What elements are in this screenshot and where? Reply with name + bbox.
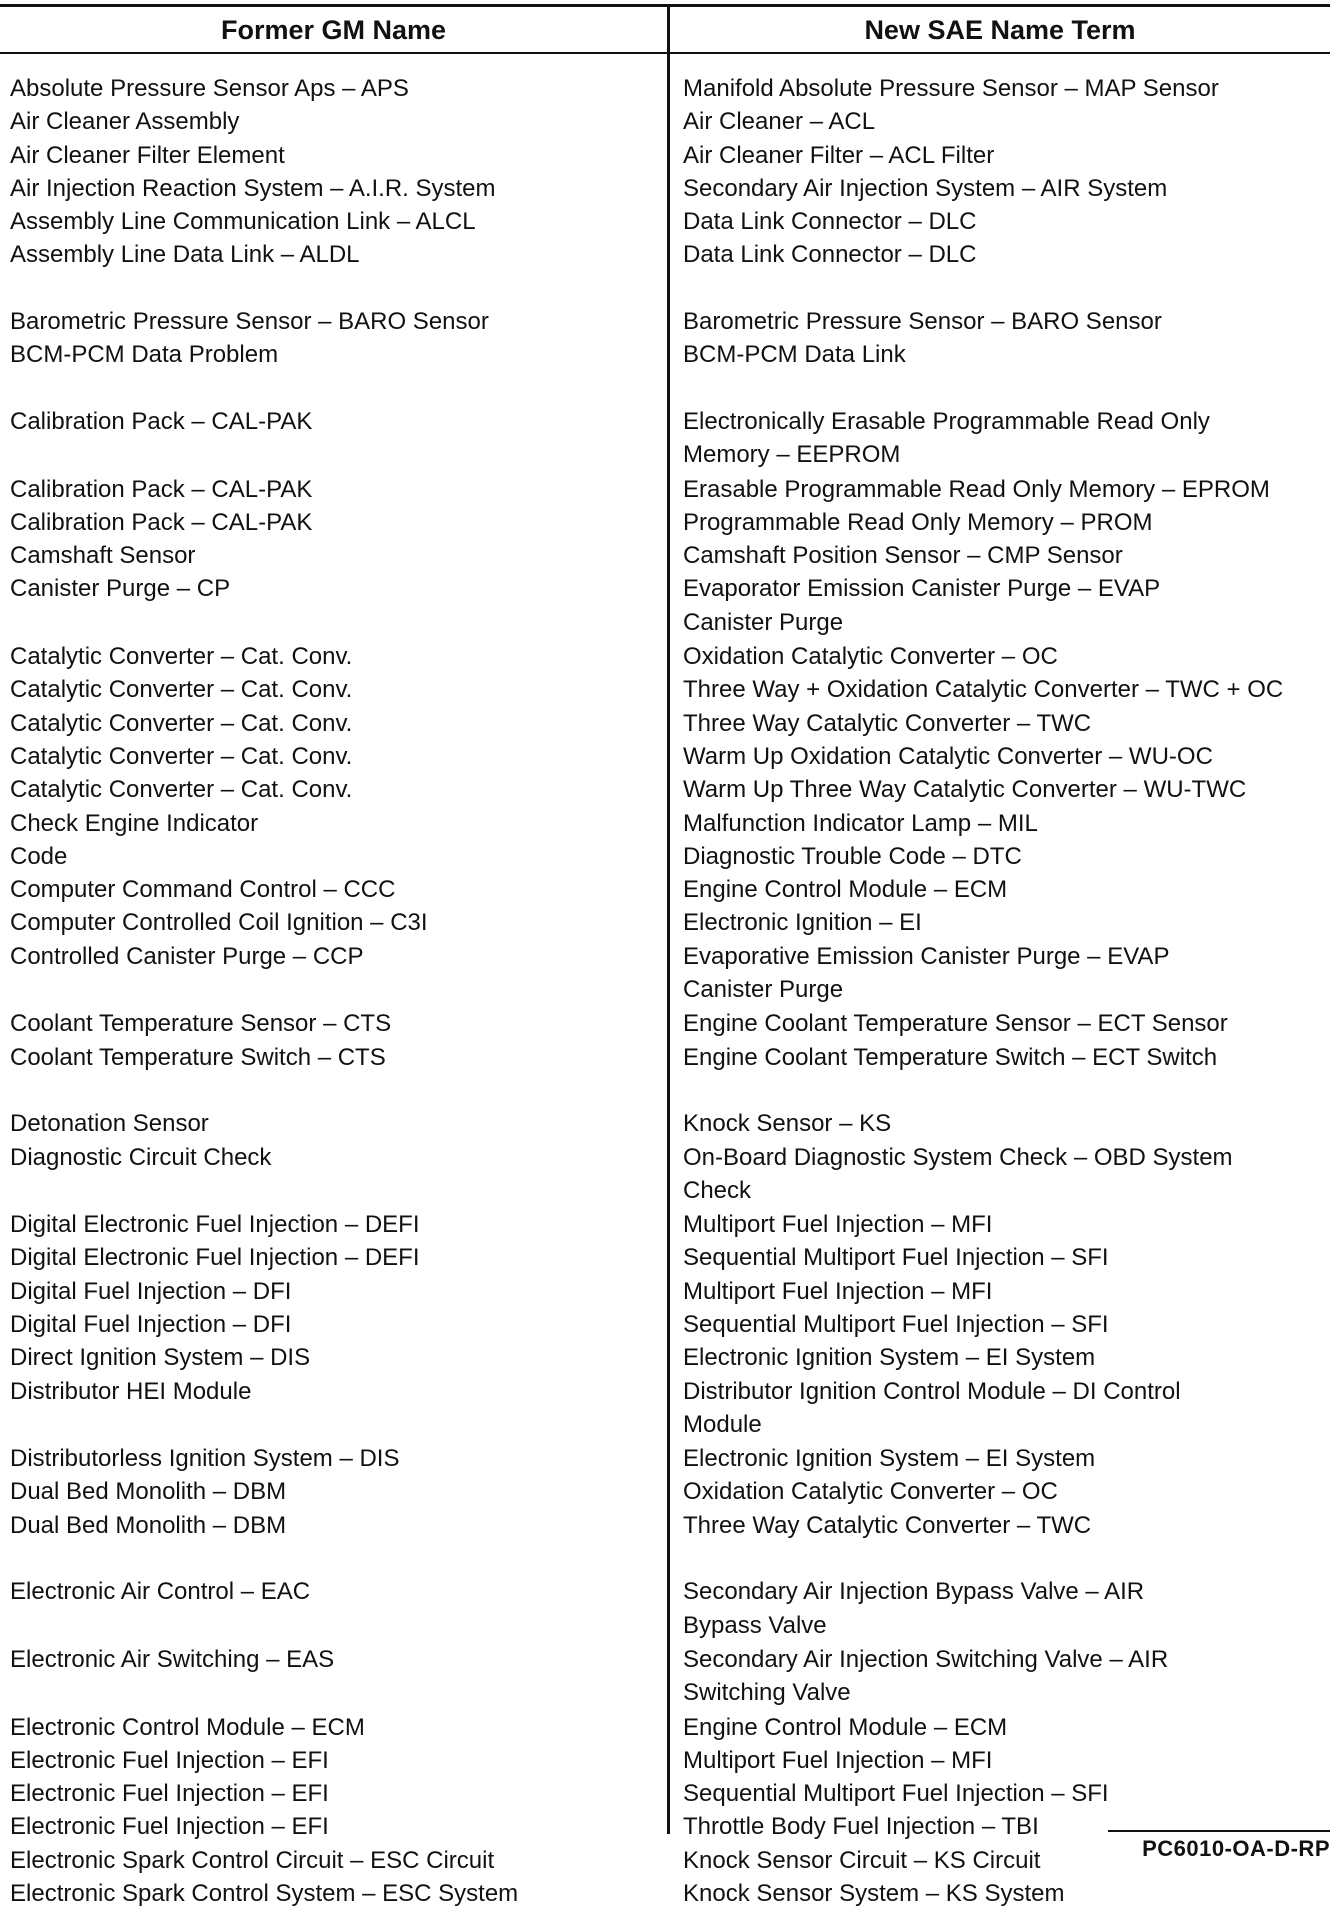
- new-name-cell: [683, 272, 1333, 305]
- former-name-cell: Dual Bed Monolith – DBM: [10, 1478, 287, 1506]
- former-name-cell: Electronic Spark Control System – ESC System: [10, 1880, 519, 1908]
- figure-ref-rule: [1108, 1830, 1330, 1832]
- new-name-cell: Air Cleaner – ACL: [683, 108, 876, 136]
- new-name-cell: Engine Control Module – ECM: [683, 1713, 1008, 1741]
- new-name-header: New SAE Name Term: [864, 15, 1136, 45]
- former-name-cell: Calibration Pack – CAL-PAK: [10, 407, 313, 435]
- new-name-cell: Warm Up Three Way Catalytic Converter – WU-TWC: [683, 776, 1247, 804]
- former-name-cell: Assembly Line Communication Link – ALCL: [10, 208, 476, 236]
- former-name-cell: Distributorless Ignition System – DIS: [10, 1445, 400, 1473]
- new-name-cell: Barometric Pressure Sensor – BARO Sensor: [683, 308, 1162, 336]
- former-name-cell: Digital Fuel Injection – DFI: [10, 1277, 292, 1305]
- new-name-cell: Multiport Fuel Injection – MFI: [683, 1211, 993, 1239]
- new-name-cell: Throttle Body Fuel Injection – TBI: [683, 1813, 1039, 1841]
- former-name-cell: Code: [10, 842, 68, 870]
- new-name-cell: Oxidation Catalytic Converter – OC: [683, 1478, 1058, 1506]
- new-name-cell: Secondary Air Injection Bypass Valve – AIR Bypass Valve: [683, 1578, 1145, 1639]
- former-name-cell: Air Cleaner Assembly: [10, 108, 240, 136]
- new-name-cell: Sequential Multiport Fuel Injection – SFI: [683, 1310, 1109, 1338]
- new-name-cell: Warm Up Oxidation Catalytic Converter – WU-OC: [683, 742, 1213, 770]
- former-name-cell: [10, 272, 660, 305]
- new-name-cell: Malfunction Indicator Lamp – MIL: [683, 809, 1038, 837]
- former-name-cell: Computer Controlled Coil Ignition – C3I: [10, 909, 428, 937]
- new-name-cell: Programmable Read Only Memory – PROM: [683, 508, 1153, 536]
- new-name-cell: Electronic Ignition System – EI System: [683, 1445, 1096, 1473]
- former-name-cell: BCM-PCM Data Problem: [10, 341, 279, 369]
- new-name-cell: Diagnostic Trouble Code – DTC: [683, 842, 1022, 870]
- new-name-cell: Data Link Connector – DLC: [683, 208, 977, 236]
- new-name-cell: Three Way + Oxidation Catalytic Converter – TWC + OC: [683, 676, 1284, 704]
- new-name-column: [683, 72, 1333, 1910]
- new-name-cell: Electronic Ignition System – EI System: [683, 1344, 1096, 1372]
- former-name-cell: Check Engine Indicator: [10, 809, 259, 837]
- former-name-cell: Electronic Fuel Injection – EFI: [10, 1780, 329, 1808]
- former-name-cell: Detonation Sensor: [10, 1110, 209, 1138]
- former-name-cell: Catalytic Converter – Cat. Conv.: [10, 643, 353, 671]
- new-name-cell: Evaporative Emission Canister Purge – EVAP Canister Purge: [683, 942, 1170, 1004]
- new-name-cell: BCM-PCM Data Link: [683, 341, 906, 369]
- new-name-cell: Knock Sensor – KS: [683, 1110, 892, 1138]
- new-name-cell: Erasable Programmable Read Only Memory – EPROM: [683, 475, 1270, 503]
- former-name-cell: Air Injection Reaction System – A.I.R. System: [10, 174, 496, 202]
- new-name-cell: Distributor Ignition Control Module – DI Control Module: [683, 1377, 1181, 1438]
- new-name-cell: [683, 1074, 1333, 1107]
- new-name-cell: Engine Coolant Temperature Sensor – ECT Sensor: [683, 1010, 1228, 1038]
- former-name-cell: [10, 1074, 660, 1107]
- former-name-cell: Coolant Temperature Sensor – CTS: [10, 1010, 392, 1038]
- former-name-cell: Diagnostic Circuit Check: [10, 1143, 272, 1171]
- former-name-cell: Dual Bed Monolith – DBM: [10, 1511, 287, 1539]
- former-name-header: Former GM Name: [220, 15, 447, 45]
- former-name-cell: Catalytic Converter – Cat. Conv.: [10, 742, 353, 770]
- new-name-cell: Data Link Connector – DLC: [683, 241, 977, 269]
- new-name-cell: Air Cleaner Filter – ACL Filter: [683, 141, 995, 169]
- former-name-column: [10, 72, 660, 1910]
- former-name-cell: Calibration Pack – CAL-PAK: [10, 508, 313, 536]
- former-name-cell: Direct Ignition System – DIS: [10, 1344, 311, 1372]
- new-name-cell: Multiport Fuel Injection – MFI: [683, 1277, 993, 1305]
- new-name-cell: Engine Control Module – ECM: [683, 876, 1008, 904]
- new-name-cell: Knock Sensor Circuit – KS Circuit: [683, 1846, 1041, 1874]
- new-name-cell: Engine Coolant Temperature Switch – ECT Switch: [683, 1043, 1218, 1071]
- former-name-cell: Electronic Control Module – ECM: [10, 1713, 365, 1741]
- former-name-cell: Electronic Fuel Injection – EFI: [10, 1746, 329, 1774]
- header-rule: [0, 52, 1330, 54]
- former-name-cell: Coolant Temperature Switch – CTS: [10, 1043, 386, 1071]
- former-name-cell: Camshaft Sensor: [10, 542, 196, 570]
- new-name-cell: Electronic Ignition – EI: [683, 909, 922, 937]
- former-name-cell: Calibration Pack – CAL-PAK: [10, 475, 313, 503]
- former-name-cell: Barometric Pressure Sensor – BARO Sensor: [10, 308, 489, 336]
- new-name-cell: Multiport Fuel Injection – MFI: [683, 1746, 993, 1774]
- new-name-cell: [683, 1542, 1333, 1575]
- new-name-cell: Sequential Multiport Fuel Injection – SFI: [683, 1244, 1109, 1272]
- former-name-cell: Electronic Spark Control Circuit – ESC Circuit: [10, 1846, 495, 1874]
- new-name-cell: Knock Sensor System – KS System: [683, 1880, 1065, 1908]
- former-name-cell: Catalytic Converter – Cat. Conv.: [10, 676, 353, 704]
- former-name-cell: Air Cleaner Filter Element: [10, 141, 285, 169]
- former-name-cell: Digital Electronic Fuel Injection – DEFI: [10, 1244, 420, 1272]
- new-name-cell: Three Way Catalytic Converter – TWC: [683, 709, 1092, 737]
- new-name-cell: Three Way Catalytic Converter – TWC: [683, 1511, 1092, 1539]
- former-name-cell: Electronic Fuel Injection – EFI: [10, 1813, 329, 1841]
- former-name-cell: Catalytic Converter – Cat. Conv.: [10, 776, 353, 804]
- new-name-cell: On-Board Diagnostic System Check – OBD System Check: [683, 1143, 1233, 1204]
- former-name-cell: Assembly Line Data Link – ALDL: [10, 241, 360, 269]
- new-name-cell: Manifold Absolute Pressure Sensor – MAP Sensor: [683, 75, 1219, 102]
- figure-reference: PC6010-OA-D-RP: [1142, 1836, 1330, 1861]
- former-name-cell: [10, 372, 660, 405]
- new-name-cell: Secondary Air Injection System – AIR System: [683, 174, 1168, 202]
- former-name-cell: Digital Fuel Injection – DFI: [10, 1310, 292, 1338]
- former-name-cell: Catalytic Converter – Cat. Conv.: [10, 709, 353, 737]
- former-name-cell: Canister Purge – CP: [10, 575, 231, 603]
- former-name-cell: Electronic Air Control – EAC: [10, 1578, 311, 1606]
- new-name-cell: Camshaft Position Sensor – CMP Sensor: [683, 542, 1123, 570]
- former-name-cell: Controlled Canister Purge – CCP: [10, 942, 364, 970]
- former-name-cell: [10, 1542, 660, 1575]
- former-name-cell: Electronic Air Switching – EAS: [10, 1645, 335, 1673]
- former-name-cell: Distributor HEI Module: [10, 1377, 252, 1405]
- new-name-cell: Sequential Multiport Fuel Injection – SFI: [683, 1780, 1109, 1808]
- column-divider: [667, 4, 670, 1834]
- new-name-cell: Electronically Erasable Programmable Read Only Memory – EEPROM: [683, 407, 1210, 469]
- former-name-cell: Digital Electronic Fuel Injection – DEFI: [10, 1211, 420, 1239]
- table-top-rule: [0, 4, 1330, 7]
- former-name-cell: Computer Command Control – CCC: [10, 876, 396, 904]
- former-name-cell: Absolute Pressure Sensor Aps – APS: [10, 75, 409, 102]
- new-name-cell: Evaporator Emission Canister Purge – EVAP Canister Purge: [683, 575, 1161, 636]
- new-name-cell: Secondary Air Injection Switching Valve – AIR Switching Valve: [683, 1645, 1169, 1707]
- new-name-cell: Oxidation Catalytic Converter – OC: [683, 643, 1058, 671]
- new-name-cell: [683, 372, 1333, 405]
